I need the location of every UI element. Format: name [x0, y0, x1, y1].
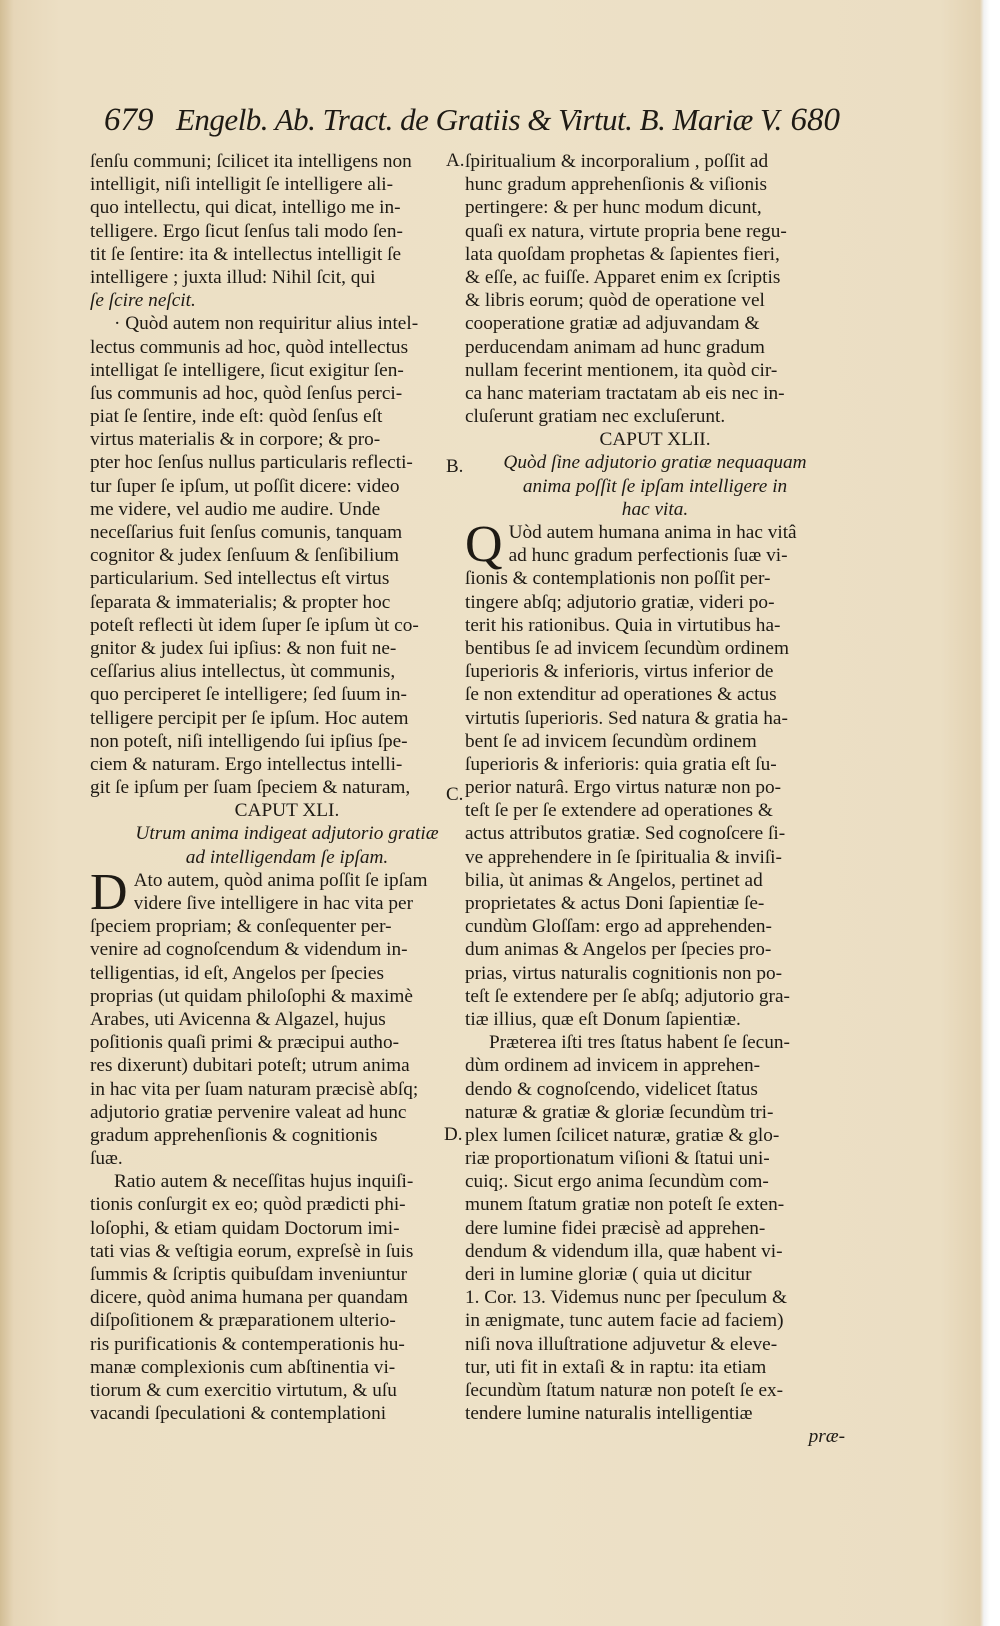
text-line: ſenſu communi; ſcilicet ita intelligens non	[90, 151, 412, 172]
margin-letter-b: B.	[446, 456, 464, 477]
text-line: tur, uti fit in extaſi & in raptu: ita etiam	[465, 1356, 767, 1378]
text-line: in hac vita per ſuam naturam præcisè abſq;	[90, 1078, 419, 1100]
text-line: deri in lumine gloriæ ( quia ut dicitur	[465, 1264, 752, 1285]
text-line: bilia, ùt animas & Angelos, pertinet ad	[465, 869, 763, 891]
text-line: ſionis & contemplationis non poſſit per-	[465, 568, 771, 590]
text-line: bentibus ſe ad invicem ſecundùm ordinem	[465, 637, 789, 659]
text-line: lectus communis ad hoc, quòd intellectus	[90, 336, 409, 358]
text-line: ceſſarius alius intellectus, ùt communis,	[90, 661, 396, 683]
text-line: piat ſe ſentire, inde eſt: quòd ſenſus eſt	[90, 406, 383, 428]
text-line: ad hunc gradum perfectionis ſuæ vi-	[508, 545, 788, 567]
text-line: Ato autem, quòd anima poſſit ſe ipſam	[133, 869, 428, 891]
text-line: gnitor & judex ſui ipſius: & non fuit ne-	[90, 637, 397, 659]
text-line: ſpiritualium & incorporalium , poſſit ad	[465, 151, 769, 172]
text-line: actus attributos gratiæ. Sed cognoſcere ſi-	[465, 823, 786, 845]
page-number-left: 679	[104, 102, 154, 138]
text-line: ſummis & ſcriptis quibuſdam inveniuntur	[90, 1264, 408, 1285]
text-line: tit ſe ſentire: ita & intellectus intelligit ſe	[90, 243, 402, 265]
text-line: dere lumine fidei præcisè ad apprehen-	[465, 1217, 766, 1239]
text-line: tiæ illius, quæ eſt Donum ſapientiæ.	[465, 1008, 741, 1030]
text-line: ſuæ.	[90, 1148, 123, 1170]
chapter-title: anima poſſit ſe ipſam intelligere in	[522, 475, 788, 497]
chapter-title: Quòd ſine adjutorio gratiæ nequaquam	[503, 452, 807, 474]
text-line: cooperatione gratiæ ad adjuvandam &	[465, 313, 760, 335]
text-line: intelligere ; juxta illud: Nihil ſcit, qui	[90, 266, 376, 288]
text-line: · Quòd autem non requiritur alius intel-	[114, 313, 419, 335]
text-line: teſt ſe extendere per ſe abſq; adjutorio gra-	[465, 985, 790, 1007]
text-line: proprietates & actus Doni ſapientiæ ſe-	[465, 893, 765, 914]
text-line: ca hanc materiam tractatam ab eis nec in-	[465, 382, 785, 404]
text-line: pertingere: & per hunc modum dicunt,	[465, 197, 762, 219]
text-line: Præterea iſti tres ſtatus habent ſe ſecun-	[489, 1032, 790, 1054]
text-line: non poteſt, niſi intelligendo ſui ipſius ſpe-	[90, 730, 408, 752]
left-column	[90, 150, 484, 1425]
text-line: telligere. Ergo ſicut ſenſus tali modo ſen-	[90, 220, 403, 242]
text-line: & libris eorum; quòd de operatione vel	[465, 290, 765, 312]
text-line: & eſſe, ac fuiſſe. Apparet enim ex ſcriptis	[465, 266, 781, 288]
text-line: lata quoſdam prophetas & ſapientes fieri,	[465, 243, 780, 265]
text-line: vacandi ſpeculationi & contemplationi	[90, 1403, 387, 1425]
text-line: nullam fecerint mentionem, ita quòd cir-	[465, 359, 778, 381]
text-line: diſpoſitionem & præparationem ulterio-	[90, 1310, 396, 1332]
text-line: dendum & videndum illa, quæ habent vi-	[465, 1240, 783, 1262]
text-line: poſitionis quaſi primi & præcipui autho-	[90, 1032, 400, 1054]
text-line: quo intellectu, qui dicat, intelligo me in-	[90, 197, 401, 219]
drop-cap: D	[90, 863, 128, 921]
chapter-title: Utrum anima indigeat adjutorio gratiæ	[135, 823, 439, 845]
text-line: niſi nova illuſtratione adjuvetur & eleve-	[465, 1333, 778, 1355]
text-line: tendere lumine naturalis intelligentiæ	[465, 1403, 753, 1425]
text-line: me videre, vel audio me audire. Unde	[90, 498, 381, 520]
text-line: cognitor & judex ſenſuum & ſenſibilium	[90, 545, 399, 567]
chapter-title: ad intelligendam ſe ipſam.	[185, 846, 389, 868]
text-line: Ratio autem & neceſſitas hujus inquiſi-	[114, 1171, 414, 1193]
text-line: bent ſe ad invicem ſecundùm ordinem	[465, 730, 757, 752]
text-line: dendo & cognoſcendo, videlicet ſtatus	[465, 1078, 758, 1100]
margin-letter-a: A.	[446, 150, 465, 171]
chapter-heading: CAPUT XLII.	[599, 429, 711, 451]
text-line: ſecundùm ſtatum naturæ non poteſt ſe ex-	[465, 1379, 784, 1401]
text-line: neceſſarius fuit ſenſus comunis, tanquam	[90, 522, 403, 543]
text-line: virtus materialis & in corpore; & pro-	[90, 429, 381, 451]
text-line: ris purificationis & contemperationis hu-	[90, 1333, 405, 1355]
text-line: 1. Cor. 13. Videmus nunc per ſpeculum &	[465, 1287, 787, 1309]
text-line: perior naturâ. Ergo virtus naturæ non po-	[465, 777, 782, 799]
chapter-heading: CAPUT XLI.	[234, 800, 340, 822]
text-line: naturæ & gratiæ & gloriæ ſecundùm tri-	[465, 1101, 774, 1123]
text-line: res dixerunt) dubitari poteſt; utrum anima	[90, 1055, 410, 1077]
text-line: quaſi ex natura, virtute propria bene regu-	[465, 220, 787, 242]
text-line: hunc gradum apprehenſionis & viſionis	[465, 174, 768, 196]
text-line: riæ proportionatum viſioni & ſtatui uni-	[465, 1148, 770, 1170]
text-line: in ænigmate, tunc autem facie ad faciem)	[465, 1310, 784, 1332]
text-line: cluſerunt gratiam nec excluſerunt.	[465, 406, 726, 428]
text-line: virtutis ſuperioris. Sed natura & gratia ha-	[465, 707, 788, 729]
text-line: tati vias & veſtigia eorum, expreſsè in ſuis	[90, 1240, 414, 1262]
text-line: ſuperioris & inferioris, virtus inferior de	[465, 661, 774, 683]
text-line: particularium. Sed intellectus eſt virtus	[90, 568, 390, 590]
text-line: prias, virtus naturalis cognitionis non po-	[465, 962, 783, 984]
text-line: dùm ordinem ad invicem in apprehen-	[465, 1055, 761, 1077]
text-line: ſuperioris & inferioris: quia gratia eſt ſu-	[465, 753, 777, 775]
running-title: Engelb. Ab. Tract. de Gratiis & Virtut. B. Mariæ V.	[176, 102, 782, 137]
text-line: dicere, quòd anima humana per quandam	[90, 1287, 409, 1309]
text-line: intelligit, niſi intelligit ſe intelligere ali-	[90, 174, 394, 196]
text-line: dum animas & Angelos per ſpecies pro-	[465, 939, 772, 961]
drop-cap: Q	[465, 516, 503, 573]
text-line: ſe non extenditur ad operationes & actus	[465, 684, 777, 706]
running-header	[104, 102, 840, 142]
text-line: poteſt reflecti ùt idem ſuper ſe ipſum ùt co-	[90, 614, 419, 636]
text-line: telligentias, id eſt, Angelos per ſpecies	[90, 962, 384, 984]
text-line: gradum apprehenſionis & cognitionis	[90, 1124, 378, 1146]
text-line: proprias (ut quidam philoſophi & maximè	[90, 985, 413, 1007]
text-line: quo perciperet ſe intelligere; ſed ſuum in-	[90, 684, 407, 706]
text-line: Arabes, uti Avicenna & Algazel, hujus	[90, 1008, 386, 1030]
text-line: telligere percipit per ſe ipſum. Hoc autem	[90, 707, 409, 729]
text-line: ſe ſcire neſcit.	[90, 290, 196, 312]
text-line: ſpeciem propriam; & conſequenter per-	[90, 916, 392, 938]
text-line: perducendam animam ad hunc gradum	[465, 336, 765, 358]
text-line: tingere abſq; adjutorio gratiæ, videri po-	[465, 591, 775, 613]
chapter-title: hac vita.	[621, 498, 689, 520]
text-line: ſus communis ad hoc, quòd ſenſus perci-	[90, 382, 403, 404]
text-line: tiorum & cum exercitio virtutum, & uſu	[90, 1379, 397, 1401]
text-line: pter hoc ſenſus nullus particularis reflecti-	[90, 452, 413, 474]
margin-letter-c: C.	[446, 784, 464, 805]
text-line: intelligat ſe intelligere, ſicut exigitur ſen-	[90, 359, 404, 381]
text-line: teſt ſe per ſe extendere ad operationes &	[465, 800, 773, 822]
text-line: loſophi, & etiam quidam Doctorum imi-	[90, 1217, 400, 1239]
catchword: præ-	[808, 1426, 845, 1448]
text-line: cuiq;. Sicut ergo anima ſecundùm com-	[465, 1171, 769, 1193]
text-line: adjutorio gratiæ pervenire valeat ad hunc	[90, 1101, 407, 1123]
margin-letter-d: D.	[444, 1124, 463, 1145]
text-line: plex lumen ſcilicet naturæ, gratiæ & glo-	[465, 1124, 780, 1146]
text-line: tionis conſurgit ex eo; quòd prædicti phi-	[90, 1194, 406, 1216]
right-column	[465, 150, 845, 1449]
text-line: munem ſtatum gratiæ non poteſt ſe exten-	[465, 1194, 785, 1216]
text-line: Uòd autem humana anima in hac vitâ	[508, 522, 797, 543]
text-line: ciem & naturam. Ergo intellectus intelli-	[90, 753, 403, 775]
text-line: tur ſuper ſe ipſum, ut poſſit dicere: video	[90, 475, 400, 497]
text-line: ve apprehendere in ſe ſpiritualia & inviſi-	[465, 846, 782, 868]
text-line: videre ſive intelligere in hac vita per	[133, 893, 414, 914]
text-line: cundùm Gloſſam: ergo ad apprehenden-	[465, 916, 772, 938]
page-number-right: 680	[790, 102, 840, 138]
text-line: git ſe ipſum per ſuam ſpeciem & naturam,	[90, 777, 411, 799]
text-line: venire ad cognoſcendum & videndum in-	[90, 939, 408, 961]
text-line: manæ complexionis cum abſtinentia vi-	[90, 1356, 396, 1378]
text-line: ſeparata & immaterialis; & propter hoc	[90, 591, 391, 613]
text-line: terit his rationibus. Quia in virtutibus ha-	[465, 614, 781, 636]
